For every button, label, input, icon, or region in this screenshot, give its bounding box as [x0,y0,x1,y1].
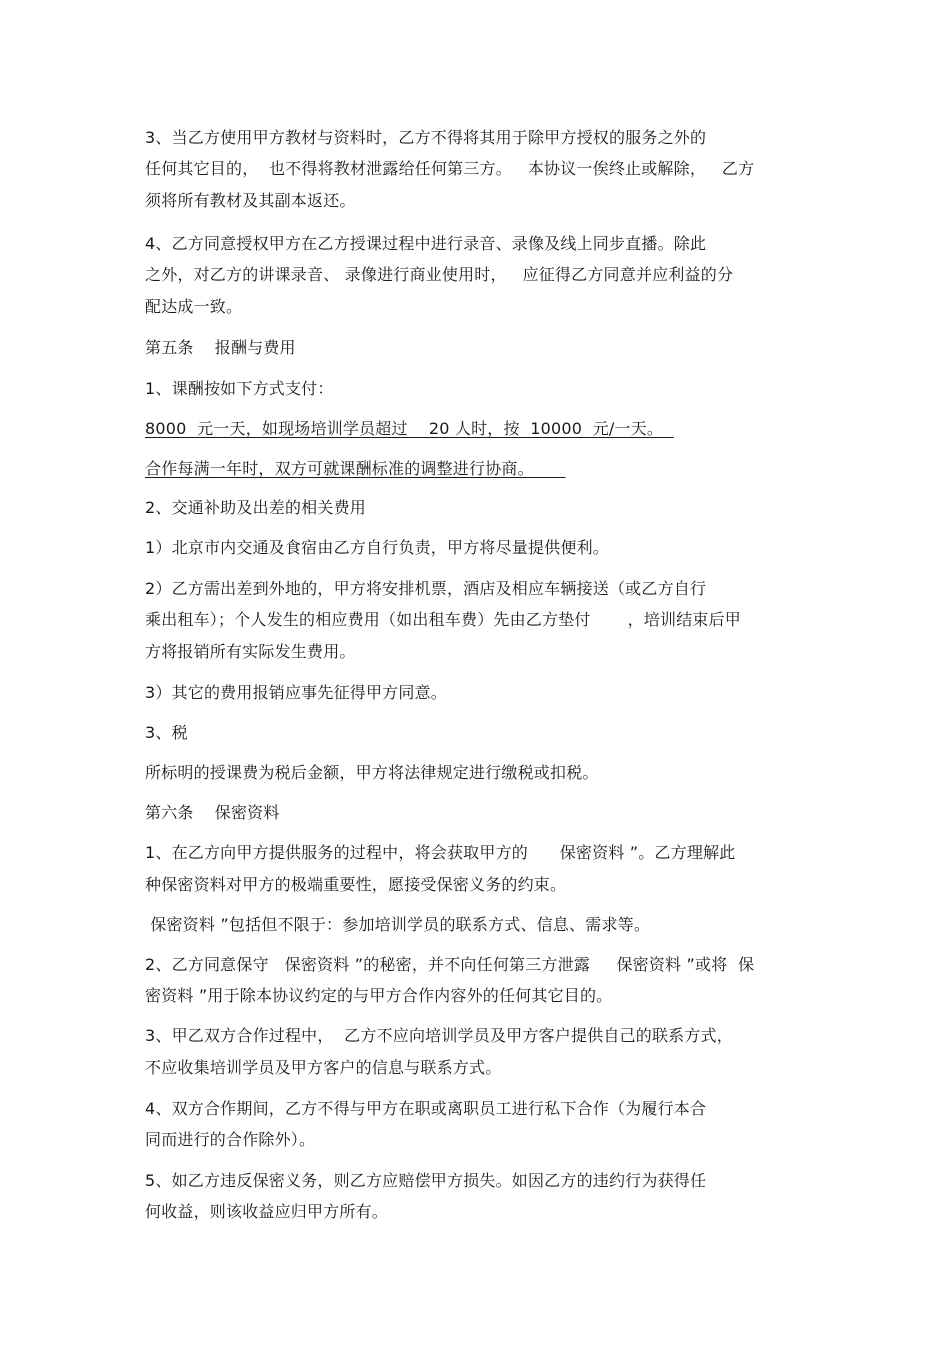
text-line: 3、当乙方使用甲方教材与资料时，乙方不得将其用于除甲方授权的服务之外的 [145,128,707,147]
text-line: 何收益，则该收益应归甲方所有。 [145,1202,389,1221]
underlined-line: 8000 元一天，如现场培训学员超过 20 人时，按 10000 元/一天。 [145,419,674,438]
text-line: 密资料 ”用于除本协议约定的与甲方合作内容外的任何其它目的。 [145,986,613,1005]
text-line: 所标明的授课费为税后金额，甲方将法律规定进行缴税或扣税。 [145,763,599,782]
text-line: 2、交通补助及出差的相关费用 [145,498,366,517]
text-line: 1、在乙方向甲方提供服务的过程中，将会获取甲方的 保密资料 ”。乙方理解此 [145,843,736,862]
text-line: 不应收集培训学员及甲方客户的信息与联系方式。 [145,1058,502,1077]
section-heading: 第六条 保密资料 [145,803,280,822]
text-line: 3）其它的费用报销应事先征得甲方同意。 [145,683,447,702]
text-line: 5、如乙方违反保密义务，则乙方应赔偿甲方损失。如因乙方的违约行为获得任 [145,1171,707,1190]
text-line: 4、乙方同意授权甲方在乙方授课过程中进行录音、录像及线上同步直播。除此 [145,234,707,253]
text-line: 同而进行的合作除外）。 [145,1130,316,1149]
text-line: 1）北京市内交通及食宿由乙方自行负责，甲方将尽量提供便利。 [145,538,609,557]
section-heading: 第五条 报酬与费用 [145,338,296,357]
text-line: 种保密资料对甲方的极端重要性，愿接受保密义务的约束。 [145,875,567,894]
text-line: 1、课酬按如下方式支付： [145,379,334,398]
text-line: 保密资料 ”包括但不限于：参加培训学员的联系方式、信息、需求等。 [145,915,651,934]
text-line: 4、双方合作期间，乙方不得与甲方在职或离职员工进行私下合作（为履行本合 [145,1099,707,1118]
text-line: 须将所有教材及其副本返还。 [145,191,356,210]
text-line: 任何其它目的， 也不得将教材泄露给任何第三方。 本协议一俟终止或解除， 乙方 [145,159,755,178]
text-line: 配达成一致。 [145,297,243,316]
text-line: 3、甲乙双方合作过程中， 乙方不应向培训学员及甲方客户提供自己的联系方式， [145,1026,733,1045]
text-line: 2、乙方同意保守 保密资料 ”的秘密，并不向任何第三方泄露 保密资料 ”或将 保 [145,955,755,974]
text-line: 乘出租车）；个人发生的相应费用（如出租车费）先由乙方垫付 ，培训结束后甲 [145,610,742,629]
text-line: 3、税 [145,723,188,742]
text-line: 之外，对乙方的讲课录音、 录像进行商业使用时， 应征得乙方同意并应利益的分 [145,265,734,284]
text-line: 2）乙方需出差到外地的，甲方将安排机票，酒店及相应车辆接送（或乙方自行 [145,579,707,598]
text-line: 方将报销所有实际发生费用。 [145,642,356,661]
underlined-line: 合作每满一年时，双方可就课酬标准的调整进行协商。 [145,459,566,478]
